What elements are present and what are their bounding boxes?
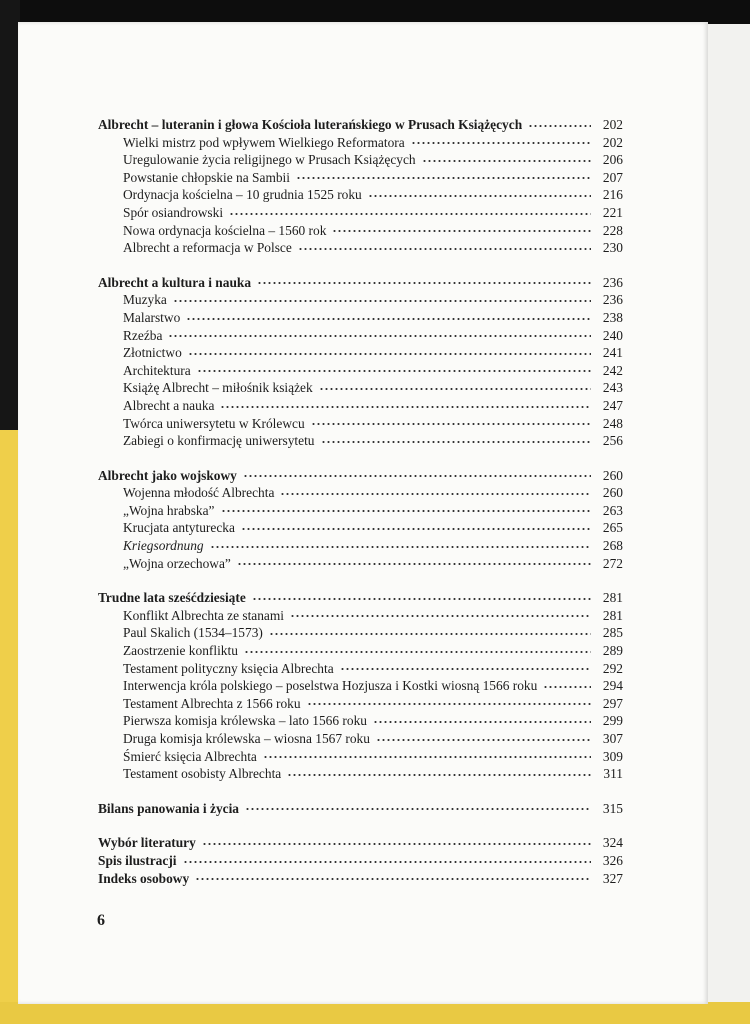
dot-leader	[411, 139, 591, 147]
toc-entry-page: 289	[602, 643, 623, 659]
toc-entry-title: Spór osiandrowski	[123, 204, 224, 220]
toc-entry-title: Złotnictwo	[123, 345, 182, 361]
toc-entry-page: 228	[602, 222, 623, 238]
toc-entry-title: Zabiegi o konfirmację uniwersytetu	[123, 433, 315, 449]
toc-section-entry	[98, 748, 623, 766]
toc-chapter-entry	[98, 870, 623, 888]
toc-section-entry	[98, 712, 623, 730]
toc-section-entry	[98, 502, 623, 520]
toc-entry-title: Malarstwo	[123, 309, 181, 325]
toc-entry-page: 307	[602, 731, 623, 746]
dot-leader	[287, 771, 591, 779]
toc-section-entry	[98, 642, 623, 660]
book-spine-yellow	[0, 430, 20, 1024]
toc-entry-page: 236	[602, 274, 623, 290]
toc-entry-page: 256	[602, 433, 623, 449]
toc-entry-page: 243	[602, 380, 623, 396]
toc-section-entry	[98, 484, 623, 502]
toc-entry-page: 281	[602, 607, 623, 623]
dot-leader	[210, 543, 591, 551]
toc-entry-title: Wielki mistrz pod wpływem Wielkiego Reformatora	[123, 134, 405, 150]
toc-section-entry	[98, 344, 623, 362]
dot-leader	[368, 192, 591, 200]
dot-leader	[168, 332, 591, 340]
dot-leader	[244, 648, 591, 656]
dot-leader	[243, 472, 591, 480]
toc-entry-title: Kriegsordnung	[123, 538, 204, 554]
toc-entry-page: 311	[603, 766, 623, 782]
toc-entry-title: Wojenna młodość Albrechta	[123, 485, 275, 501]
toc-section-entry	[98, 607, 623, 625]
toc-section-entry	[98, 660, 623, 678]
dot-leader	[332, 227, 591, 235]
toc-chapter-entry	[98, 800, 623, 818]
toc-chapter-entry	[98, 116, 623, 134]
toc-entry-title: Śmierć księcia Albrechta	[123, 748, 257, 764]
toc-entry-page: 309	[602, 748, 623, 764]
toc-entry-page: 268	[602, 538, 623, 554]
toc-section-entry	[98, 730, 623, 748]
toc-entry-page: 272	[602, 555, 623, 571]
toc-entry-title: Krucjata antyturecka	[123, 520, 235, 536]
toc-entry-title: Testament polityczny księcia Albrechta	[123, 660, 334, 676]
toc-entry-title: Paul Skalich (1534–1573)	[123, 625, 263, 641]
toc-entry-page: 326	[602, 852, 623, 868]
toc-entry-page: 281	[602, 590, 623, 606]
dot-leader	[197, 367, 591, 375]
dot-leader	[257, 279, 591, 287]
toc-entry-title: Wybór literatury	[98, 835, 196, 851]
dot-leader	[340, 665, 591, 673]
toc-section-entry	[98, 204, 623, 222]
toc-entry-title: Książę Albrecht – miłośnik książek	[123, 380, 313, 396]
dot-leader	[290, 612, 591, 620]
toc-section-entry	[98, 379, 623, 397]
toc-entry-page: 240	[602, 327, 623, 343]
page-number: 6	[97, 912, 105, 929]
dot-leader	[186, 315, 591, 323]
toc-section-entry	[98, 169, 623, 187]
toc-entry-page: 297	[602, 695, 623, 711]
dot-leader	[543, 683, 591, 691]
dot-leader	[263, 753, 591, 761]
toc-entry-title: Ordynacja kościelna – 10 grudnia 1525 roku	[123, 187, 362, 203]
dot-leader	[173, 297, 591, 305]
toc-entry-page: 299	[602, 713, 623, 729]
dot-leader	[241, 525, 591, 533]
toc-entry-page: 260	[602, 467, 623, 483]
toc-entry-title: Albrecht a reformacja w Polsce	[123, 240, 292, 256]
toc-section-entry	[98, 239, 623, 257]
toc-entry-title: Architektura	[123, 362, 191, 378]
toc-entry-page: 216	[602, 187, 623, 203]
toc-entry-title: Bilans panowania i życia	[98, 800, 240, 816]
toc-entry-page: 247	[602, 397, 623, 413]
dot-leader	[188, 350, 591, 358]
toc-entry-title: Indeks osobowy	[98, 870, 190, 886]
dot-leader	[311, 420, 591, 428]
dot-leader	[422, 157, 591, 165]
toc-chapter-entry	[98, 834, 623, 852]
toc-section-entry	[98, 695, 623, 713]
toc-entry-page: 294	[602, 678, 623, 694]
toc-entry-title: Uregulowanie życia religijnego w Prusach Książęcych	[123, 152, 416, 168]
toc-entry-title: „Wojna hrabska”	[123, 502, 215, 518]
toc-entry-title: Interwencja króla polskiego – poselstwa Hozjusza i Kostki wiosną 1566 roku	[123, 678, 538, 694]
toc-entry-title: Albrecht jako wojskowy	[98, 467, 237, 483]
toc-chapter-entry	[98, 589, 623, 607]
toc-section-entry	[98, 309, 623, 327]
dot-leader	[269, 630, 591, 638]
dot-leader	[298, 245, 591, 253]
toc-entry-page: 292	[602, 660, 623, 676]
toc-entry-title: Albrecht a kultura i nauka	[98, 274, 252, 290]
toc-entry-title: Nowa ordynacja kościelna – 1560 rok	[123, 222, 327, 238]
toc-entry-page: 260	[602, 485, 623, 501]
toc-entry-title: Testament osobisty Albrechta	[123, 766, 282, 782]
toc-section-entry	[98, 397, 623, 415]
dot-leader	[321, 438, 592, 446]
toc-entry-title: Powstanie chłopskie na Sambii	[123, 169, 290, 185]
dot-leader	[280, 490, 591, 498]
toc-entry-page: 221	[602, 204, 623, 220]
toc-entry-page: 202	[602, 134, 623, 150]
toc-entry-title: Testament Albrechta z 1566 roku	[123, 695, 301, 711]
toc-entry-title: Muzyka	[123, 292, 167, 308]
dot-leader	[245, 805, 591, 813]
toc-entry-title: Konflikt Albrechta ze stanami	[123, 607, 285, 623]
dot-leader	[296, 174, 591, 182]
toc-section-entry	[98, 765, 623, 783]
toc-entry-page: 238	[602, 309, 623, 325]
toc-entry-page: 230	[602, 240, 623, 256]
toc-section-entry	[98, 362, 623, 380]
toc-entry-page: 324	[602, 835, 623, 851]
toc-entry-title: Twórca uniwersytetu w Królewcu	[123, 415, 305, 431]
toc-section-entry	[98, 432, 623, 450]
dot-leader	[220, 403, 591, 411]
toc-entry-page: 327	[602, 870, 623, 886]
facing-page-edge	[706, 24, 750, 1002]
toc-section-entry	[98, 519, 623, 537]
toc-entry-page: 241	[602, 345, 623, 361]
dot-leader	[376, 736, 591, 744]
dot-leader	[202, 840, 591, 848]
toc-chapter-entry	[98, 467, 623, 485]
toc-section-entry	[98, 222, 623, 240]
toc-entry-title: Albrecht – luteranin i głowa Kościoła luterańskiego w Prusach Książęcych	[98, 117, 523, 132]
dot-leader	[373, 718, 591, 726]
dot-leader	[528, 122, 591, 130]
dot-leader	[221, 507, 592, 515]
toc-entry-title: „Wojna orzechowa”	[123, 555, 231, 571]
toc-entry-page: 285	[602, 625, 623, 641]
dot-leader	[229, 210, 591, 218]
toc-chapter-entry	[98, 852, 623, 870]
toc-entry-page: 202	[602, 117, 623, 132]
toc-entry-page: 206	[602, 152, 623, 168]
toc-entry-page: 242	[602, 362, 623, 378]
dot-leader	[183, 858, 592, 866]
toc-entry-title: Druga komisja królewska – wiosna 1567 roku	[123, 731, 370, 746]
toc-section-entry	[98, 134, 623, 152]
dot-leader	[307, 700, 591, 708]
toc-entry-page: 315	[602, 800, 623, 816]
toc-section-entry	[98, 624, 623, 642]
dot-leader	[237, 560, 591, 568]
toc-entry-title: Zaostrzenie konfliktu	[123, 643, 238, 659]
toc-entry-page: 248	[602, 415, 623, 431]
toc-section-entry	[98, 151, 623, 169]
dot-leader	[252, 595, 591, 603]
toc-entry-title: Rzeźba	[123, 327, 163, 343]
toc-section-entry	[98, 327, 623, 345]
book-bottom-edge	[0, 1002, 750, 1024]
toc-entry-page: 207	[602, 169, 623, 185]
table-of-contents	[98, 116, 623, 887]
toc-section-entry	[98, 186, 623, 204]
toc-entry-page: 263	[602, 502, 623, 518]
toc-section-entry	[98, 537, 623, 555]
toc-section-entry	[98, 555, 623, 573]
toc-chapter-entry	[98, 274, 623, 292]
toc-entry-title: Albrecht a nauka	[123, 397, 215, 413]
toc-section-entry	[98, 291, 623, 309]
toc-section-entry	[98, 415, 623, 433]
toc-section-entry	[98, 677, 623, 695]
toc-entry-title: Trudne lata sześćdziesiąte	[98, 590, 246, 606]
toc-entry-title: Pierwsza komisja królewska – lato 1566 roku	[123, 713, 367, 729]
dot-leader	[319, 385, 591, 393]
toc-entry-title: Spis ilustracji	[98, 852, 177, 868]
book-spine-dark	[0, 0, 20, 430]
toc-entry-page: 265	[602, 520, 623, 536]
dot-leader	[195, 875, 591, 883]
toc-entry-page: 236	[602, 292, 623, 308]
